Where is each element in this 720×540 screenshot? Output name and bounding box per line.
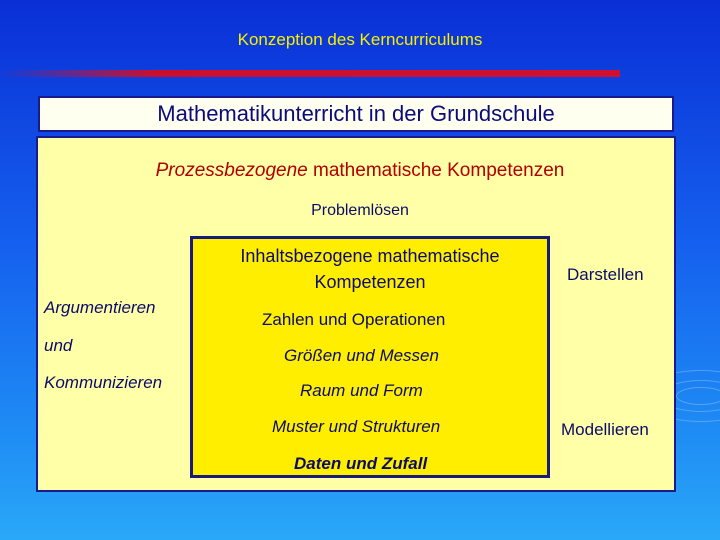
represent-label: Darstellen	[567, 265, 644, 284]
content-heading-line1: Inhaltsbezogene mathematische	[240, 246, 500, 266]
problem-solving-label: Problemlösen	[311, 202, 409, 219]
header-box: Mathematikunterricht in der Grundschule	[38, 96, 674, 132]
process-heading-rest: mathematische Kompetenzen	[307, 160, 565, 181]
content-item-space: Raum und Form	[300, 381, 423, 400]
argue-label: Argumentieren	[44, 298, 156, 317]
content-item-measures: Größen und Messen	[284, 346, 439, 365]
and-label: und	[44, 336, 73, 355]
title-underline	[0, 70, 620, 77]
ripple-ring	[676, 387, 720, 405]
content-item-patterns: Muster und Strukturen	[272, 417, 441, 436]
model-label: Modellieren	[561, 420, 649, 439]
process-heading	[0, 160, 720, 182]
content-item-data: Daten und Zufall	[294, 454, 428, 473]
communicate-label: Kommunizieren	[44, 373, 163, 392]
slide-title: Konzeption des Kerncurriculums	[237, 30, 483, 49]
process-heading-italic: Prozessbezogene	[155, 160, 308, 181]
content-heading-line2: Kompetenzen	[314, 272, 426, 292]
content-item-numbers: Zahlen und Operationen	[262, 310, 446, 329]
